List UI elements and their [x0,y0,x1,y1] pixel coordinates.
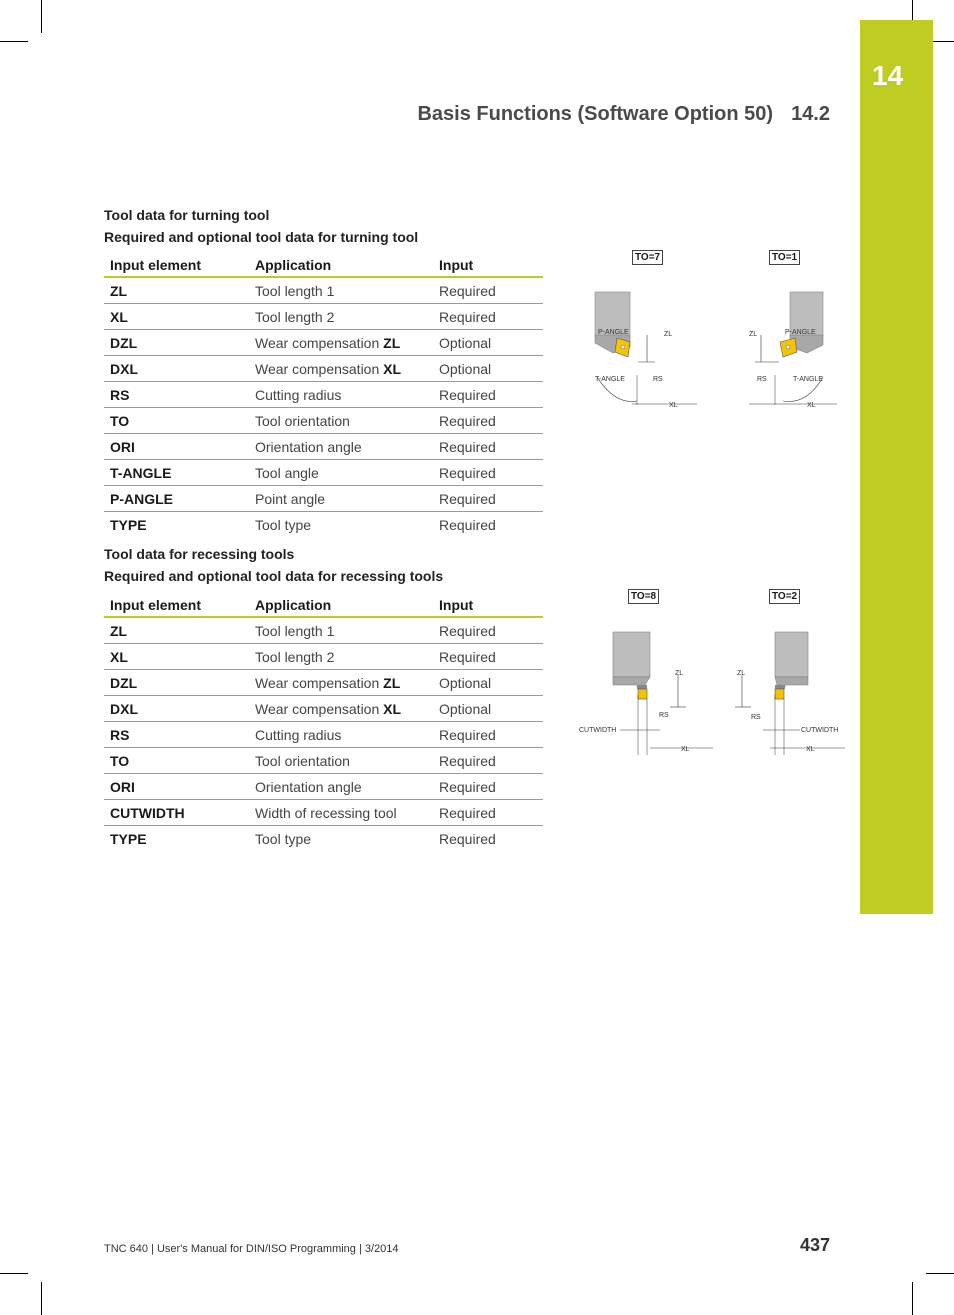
table-row [104,277,543,304]
zl-label: ZL [675,670,684,677]
input-cell: Required [439,830,496,847]
cutwidth-label: CUTWIDTH [579,727,617,734]
table-row [104,382,543,408]
input-element-cell: TYPE [110,830,147,847]
to-label-left-recess: TO=8 [628,589,659,604]
section-number: 14.2 [791,103,830,125]
recessing-tool-diagram-to2 [725,625,850,755]
application-parameter: XL [383,700,402,717]
p-angle-label: P-ANGLE [598,329,629,336]
rs-label: RS [653,376,663,383]
column-header: Input element [104,589,249,617]
input-element-cell: RS [104,382,249,408]
input-element-cell: XL [104,304,249,330]
input-cell: Required [433,460,543,486]
input-cell: Optional [433,670,543,696]
application-cell [249,800,433,826]
input-element-cell: TYPE [110,516,147,533]
rs-label: RS [659,712,669,719]
application-text: Width of recessing tool [255,804,397,821]
crop-mark [41,0,42,33]
section-title: Basis Functions (Software Option 50) [417,103,774,125]
application-cell [249,722,433,748]
application-cell [249,460,433,486]
turning-heading: Tool data for turning tool [104,207,270,223]
application-text: Tool type [255,830,312,847]
table-row [104,826,543,852]
input-element-cell: RS [104,722,249,748]
application-cell [249,486,433,512]
input-element-cell: DXL [104,356,249,382]
xl-label: XL [807,402,816,409]
turning-table [104,249,543,537]
application-text: Tool orientation [255,412,350,429]
input-cell: Required [433,800,543,826]
turning-caption: Required and optional tool data for turning tool [104,229,419,245]
table-header-row [104,589,543,617]
to-label-left-turning: TO=7 [632,250,663,265]
recessing-caption: Required and optional tool data for recessing tools [104,568,444,584]
recessing-tool-diagram-to8 [575,625,715,755]
table-row [104,722,543,748]
application-cell [249,748,433,774]
to-label-right-recess: TO=2 [769,589,800,604]
table-header-row [104,249,543,277]
application-text: Point angle [255,490,326,507]
input-element-cell: TO [104,748,249,774]
application-text: Wear compensation [255,334,384,351]
footer-text: TNC 640 | User's Manual for DIN/ISO Programming | 3/2014 [104,1243,399,1255]
table-row [104,748,543,774]
recessing-table [104,589,543,851]
table-row [104,434,543,460]
application-cell [249,617,433,644]
page-number: 437 [799,1235,830,1255]
crop-mark [41,1282,42,1315]
input-element-cell: XL [104,644,249,670]
application-cell [249,434,433,460]
application-text: Wear compensation [255,360,384,377]
crop-mark [912,1282,913,1315]
table-row [104,304,543,330]
recessing-heading: Tool data for recessing tools [104,546,295,562]
input-cell: Optional [433,696,543,722]
table-row [104,486,543,512]
input-cell: Required [433,617,543,644]
chapter-tab [860,20,933,914]
application-cell [249,644,433,670]
zl-label: ZL [664,331,673,338]
column-header: Input [433,589,543,617]
zl-label: ZL [737,670,746,677]
input-cell: Required [433,277,543,304]
input-cell: Required [433,748,543,774]
table-row [104,696,543,722]
application-text: Tool orientation [255,752,350,769]
application-cell [249,512,433,538]
application-cell [249,304,433,330]
p-angle-label: P-ANGLE [785,329,816,336]
application-cell [249,670,433,696]
cutwidth-label: CUTWIDTH [801,727,839,734]
column-header: Input element [104,249,249,277]
input-cell: Optional [433,356,543,382]
input-element-cell: P-ANGLE [104,486,249,512]
input-element-cell: DXL [104,696,249,722]
input-element-cell: ORI [104,434,249,460]
column-header: Application [249,589,433,617]
running-header [417,103,830,126]
input-cell: Required [433,486,543,512]
crop-mark [0,41,28,42]
table-row [104,356,543,382]
xl-label: XL [681,746,690,753]
turning-tool-diagram-to1 [725,285,845,415]
input-cell: Required [433,434,543,460]
column-header: Input [433,249,543,277]
input-cell: Required [433,304,543,330]
application-text: Tool length 2 [255,648,335,665]
application-cell [249,277,433,304]
application-parameter: XL [383,360,402,377]
column-header: Application [249,249,433,277]
crop-mark [926,1273,954,1274]
application-text: Tool angle [255,464,319,481]
input-element-cell: ORI [104,774,249,800]
crop-mark [0,1273,28,1274]
input-cell: Required [433,408,543,434]
input-cell: Required [433,774,543,800]
zl-label: ZL [749,331,758,338]
table-row [104,800,543,826]
input-element-cell: CUTWIDTH [104,800,249,826]
input-element-cell: TO [104,408,249,434]
input-element-cell: ZL [104,277,249,304]
application-cell [249,382,433,408]
chapter-number: 14 [872,60,904,91]
application-cell [249,408,433,434]
table-row [104,617,543,644]
application-cell [249,696,433,722]
input-element-cell: ZL [104,617,249,644]
application-cell [249,774,433,800]
table-row [104,670,543,696]
input-element-cell: DZL [104,330,249,356]
application-text: Orientation angle [255,778,362,795]
input-cell: Required [433,382,543,408]
application-text: Tool type [255,516,312,533]
table-row [104,408,543,434]
application-cell [249,826,433,852]
table-row [104,512,543,538]
application-text: Cutting radius [255,726,342,743]
input-cell: Required [433,644,543,670]
application-text: Tool length 1 [255,282,335,299]
application-text: Orientation angle [255,438,362,455]
application-parameter: ZL [383,334,401,351]
input-cell: Required [433,722,543,748]
application-parameter: ZL [383,674,401,691]
table-row [104,774,543,800]
input-cell: Required [439,516,496,533]
application-text: Cutting radius [255,386,342,403]
application-cell [249,356,433,382]
rs-label: RS [757,376,767,383]
application-text: Wear compensation [255,700,384,717]
application-cell [249,330,433,356]
input-element-cell: T-ANGLE [104,460,249,486]
application-text: Wear compensation [255,674,384,691]
t-angle-label: T-ANGLE [793,376,823,383]
input-cell: Optional [433,330,543,356]
table-row [104,460,543,486]
input-element-cell: DZL [104,670,249,696]
xl-label: XL [806,746,815,753]
application-text: Tool length 2 [255,308,335,325]
table-row [104,644,543,670]
to-label-right-turning: TO=1 [769,250,800,265]
table-row [104,330,543,356]
xl-label: XL [669,402,678,409]
rs-label: RS [751,714,761,721]
application-text: Tool length 1 [255,622,335,639]
t-angle-label: T-ANGLE [595,376,625,383]
turning-tool-diagram-to7 [585,285,705,415]
